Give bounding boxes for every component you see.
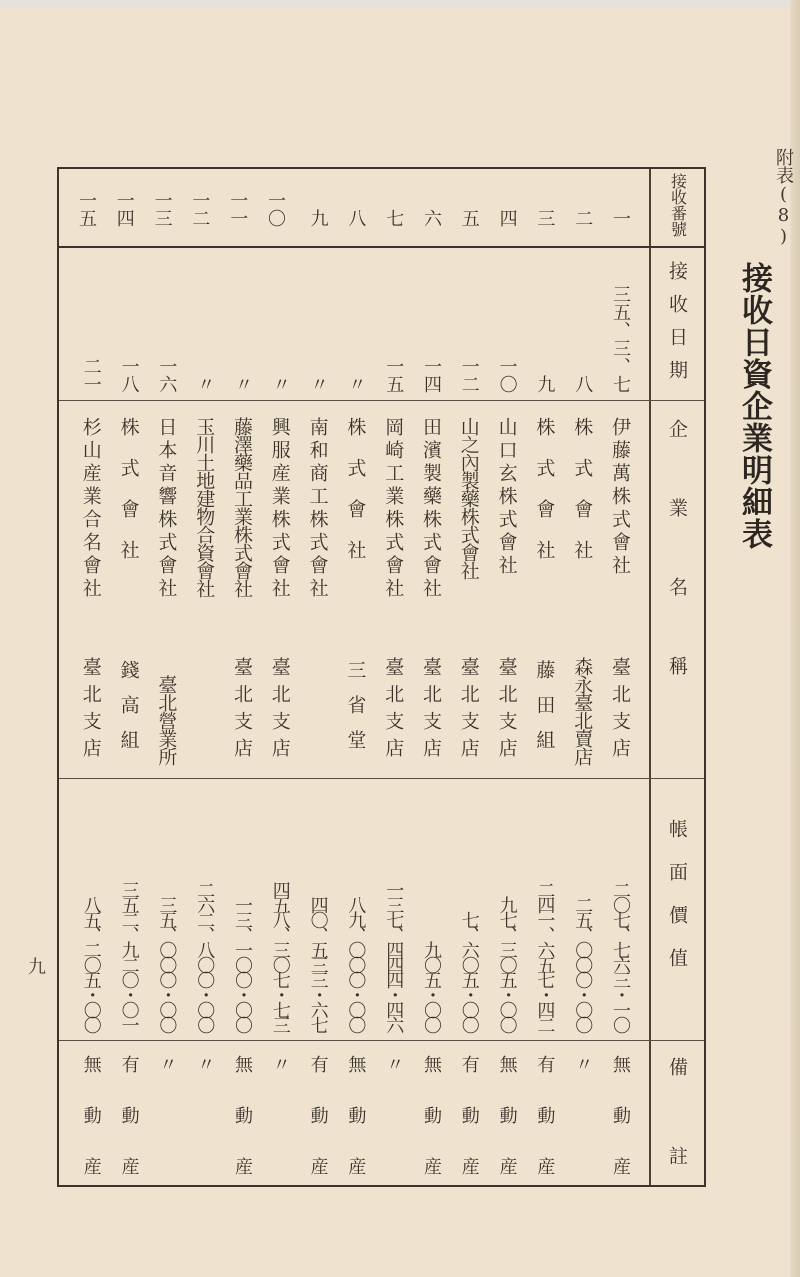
enterprise-name: 南和商工株式會社 [306,417,329,601]
table-row [448,169,486,1208]
book-value: 二六二、八〇〇・〇〇 [194,881,216,1031]
remarks: 無動産 [610,1055,631,1208]
enterprise-name: 玉川土地建物合資會社 [193,417,216,597]
enterprise-name: 日本音響株式會社 [155,417,178,601]
enterprise-branch: 臺北支店 [231,657,253,765]
enterprise-name: 山之內製藥株式會社 [457,417,480,579]
remarks: 有動産 [307,1055,329,1208]
enterprise-name: 岡崎工業株式會社 [382,417,405,601]
book-value: 四五八、三〇七・七三 [269,881,291,1031]
table-row [372,169,410,1185]
book-value: 二〇七、七六三・一〇 [610,881,631,1031]
header-date: 接收日期 [666,261,688,393]
receipt-date: 〃 [269,375,291,393]
table-row [561,169,599,1185]
remarks: 〃 [194,1055,216,1073]
remarks: 無動産 [232,1055,253,1208]
enterprise-name: 株式會社 [571,417,594,581]
receipt-number: 一三 [151,191,173,227]
table-row [410,169,448,1208]
page-title: 接收日資企業明細表 [736,262,772,550]
remarks: 無動産 [345,1055,367,1208]
book-value: 八五、二〇五・〇〇 [80,896,102,1031]
book-value: 七、六〇五・〇〇 [458,911,480,1031]
receipt-date: 八 [572,375,594,393]
receipt-date: 〃 [232,375,253,393]
book-value: 一三七、四四四・四六 [383,881,405,1031]
table-row [523,169,561,1208]
enterprise-name: 株式會社 [117,417,140,581]
header-remarks: 備註 [666,1057,688,1235]
receipt-date: 〃 [307,375,329,393]
receipt-number: 五 [458,209,480,227]
book-value: 二四一、六五七・四二 [534,881,556,1031]
enterprise-branch: 臺北支店 [268,657,291,765]
receipt-number: 八 [345,209,367,227]
enterprise-branch: 三省堂 [344,660,367,765]
enterprise-name: 伊藤萬株式會社 [609,417,631,578]
receipt-date: 一二 [458,357,480,393]
receipt-number: 一〇 [264,191,286,227]
remarks: 〃 [383,1055,405,1073]
enterprise-branch: 臺北營業所 [155,675,178,765]
receipt-number: 一五 [75,191,97,227]
page-top-edge [0,0,800,8]
page-number: 九 [25,957,46,975]
header-name: 企業名稱 [666,419,688,735]
remarks: 無動産 [421,1055,442,1208]
enterprise-branch: 藤田組 [533,660,556,765]
receipt-number: 一四 [113,191,135,227]
receipt-number: 七 [383,209,405,227]
book-value: 四〇、五三三・六七 [307,896,329,1031]
header-number: 接收番號 [668,173,688,237]
remarks: 有動産 [118,1055,140,1208]
receipt-date: 〃 [194,375,216,393]
enterprise-table [57,167,706,1235]
remarks: 無動産 [496,1055,518,1208]
remarks: 無動産 [80,1055,102,1208]
table-row [145,169,183,1185]
receipt-number: 二 [572,209,594,227]
receipt-date: 一六 [156,357,178,393]
remarks: 〃 [156,1055,178,1073]
enterprise-name: 株式會社 [344,417,367,581]
remarks: 〃 [572,1055,594,1073]
enterprise-branch: 臺北支店 [495,657,518,765]
receipt-date: 〃 [345,375,367,393]
book-value: 一三、一〇〇・〇〇 [232,896,253,1031]
receipt-date: 一八 [118,357,140,393]
receipt-number: 六 [421,209,442,227]
receipt-number: 三 [534,209,556,227]
enterprise-name: 山口玄株式會社 [495,417,518,578]
table-row [334,169,372,1208]
book-value: 三五二、九二〇・〇一 [118,881,140,1031]
header-value: 帳面價值 [666,819,688,991]
book-value: 二五、〇〇〇・〇〇 [572,896,594,1031]
enterprise-name: 田濱製藥株式會社 [420,417,442,601]
receipt-number: 四 [496,209,518,227]
book-value: 八九、〇〇〇・〇〇 [345,896,367,1031]
enterprise-name: 株式會社 [533,417,556,581]
receipt-number: 一 [610,209,631,227]
receipt-date: 三五、三、七 [610,285,631,393]
table-row [221,169,259,1208]
book-value: 三五、〇〇〇・〇〇 [156,896,178,1031]
book-value: 九〇五・〇〇 [421,941,442,1031]
enterprise-branch: 臺北支店 [609,657,631,765]
remarks: 有動産 [458,1055,480,1208]
enterprise-branch: 臺北支店 [420,657,442,765]
annex-label: 附表(8) [773,148,794,247]
enterprise-branch: 臺北支店 [382,657,405,765]
receipt-number: 一二 [189,191,211,227]
enterprise-name: 藤澤藥品工業株式會社 [231,417,253,597]
receipt-date: 一四 [421,357,442,393]
enterprise-branch: 森永臺北賣店 [571,657,594,765]
remarks: 有動産 [534,1055,556,1208]
remarks: 〃 [269,1055,291,1073]
receipt-date: 九 [534,375,556,393]
table-row [70,169,108,1208]
table-row [599,169,637,1208]
receipt-number: 一一 [227,191,249,227]
table-row [108,169,146,1208]
table-row [183,169,221,1185]
enterprise-branch: 錢高組 [117,660,140,765]
enterprise-name: 興服産業株式會社 [268,417,291,601]
receipt-number: 九 [307,209,329,227]
enterprise-branch: 臺北支店 [79,657,102,765]
receipt-date: 一〇 [496,357,518,393]
table-row [297,169,335,1208]
receipt-date: 一五 [383,357,405,393]
enterprise-name: 杉山産業合名會社 [79,417,102,601]
receipt-date: 二一 [80,357,102,393]
enterprise-branch: 臺北支店 [457,657,480,765]
table-row [486,169,524,1208]
table-row [259,169,297,1185]
book-value: 九七、三〇五・〇〇 [496,896,518,1031]
